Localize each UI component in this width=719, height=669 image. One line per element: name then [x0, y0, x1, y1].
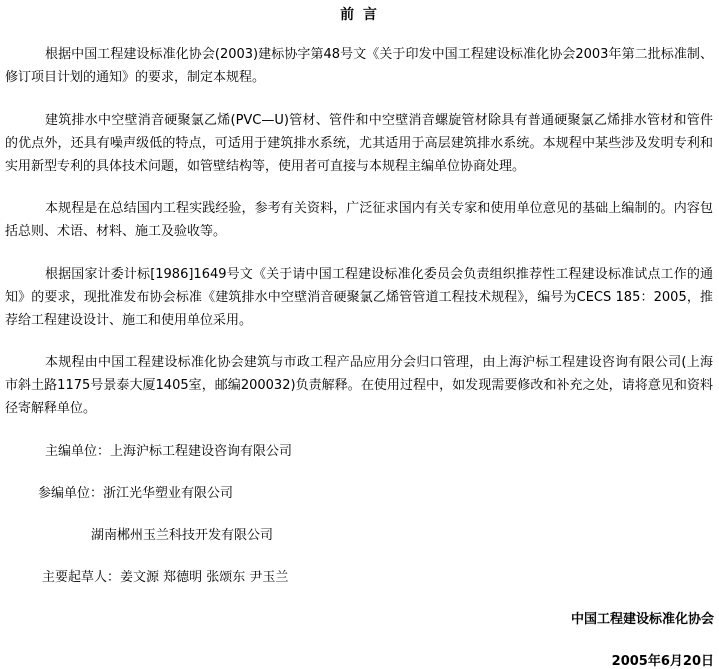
participant-unit-2: 湖南郴州玉兰科技开发有限公司 [91, 528, 274, 543]
paragraph-approval: 根据国家计委计标[1986]1649号文《关于请中国工程建设标准化委员会负责组织推荐性工程建设标准试点工作的通知》的要求，现批准发布协会标准《建筑排水中空壁消音硬聚氯乙烯管管道工程技术规程》，编号为CECS 185：2005，推荐给工程建设设计、施工和使用单位采用。 [5, 267, 713, 328]
chief-editor-unit: 主编单位：上海沪标工程建设咨询有限公司 [45, 444, 293, 459]
signature-date: 2005年6月20日 [611, 654, 714, 669]
paragraph-management: 本规程由中国工程建设标准化协会建筑与市政工程产品应用分会归口管理，由上海沪标工程建设咨询有限公司(上海市斜土路1175号景泰大厦1405室，邮编200032)负责解释。在使用过程中，如发现需要修改和补充之处，请将意见和资料径寄解释单位。 [5, 355, 713, 416]
main-drafters: 主要起草人：姜文源 郑德明 张颂东 尹玉兰 [42, 570, 289, 585]
participant-unit-1: 参编单位：浙江光华塑业有限公司 [38, 486, 234, 501]
paragraph-content: 本规程是在总结国内工程实践经验，参考有关资料，广泛征求国内有关专家和使用单位意见的基础上编制的。内容包括总则、术语、材料、施工及验收等。 [5, 201, 713, 239]
signature-organization: 中国工程建设标准化协会 [570, 612, 714, 627]
page-title: 前 言 [340, 7, 379, 23]
paragraph-basis: 根据中国工程建设标准化协会(2003)建标协字第48号文《关于印发中国工程建设标准化协会2003年第二批标准制、修订项目计划的通知》的要求，制定本规程。 [5, 47, 713, 85]
paragraph-features: 建筑排水中空壁消音硬聚氯乙烯(PVC—U)管材、管件和中空壁消音螺旋管材除具有普通硬聚氯乙烯排水管材和管件的优点外，还具有噪声级低的特点，可适用于建筑排水系统，尤其适用于高层建筑排水系统。本规程中某些涉及发明专利和实用新型专利的具体技术问题，如管壁结构等，使用者可直接与本规程主编单位协商处理。 [5, 113, 713, 174]
